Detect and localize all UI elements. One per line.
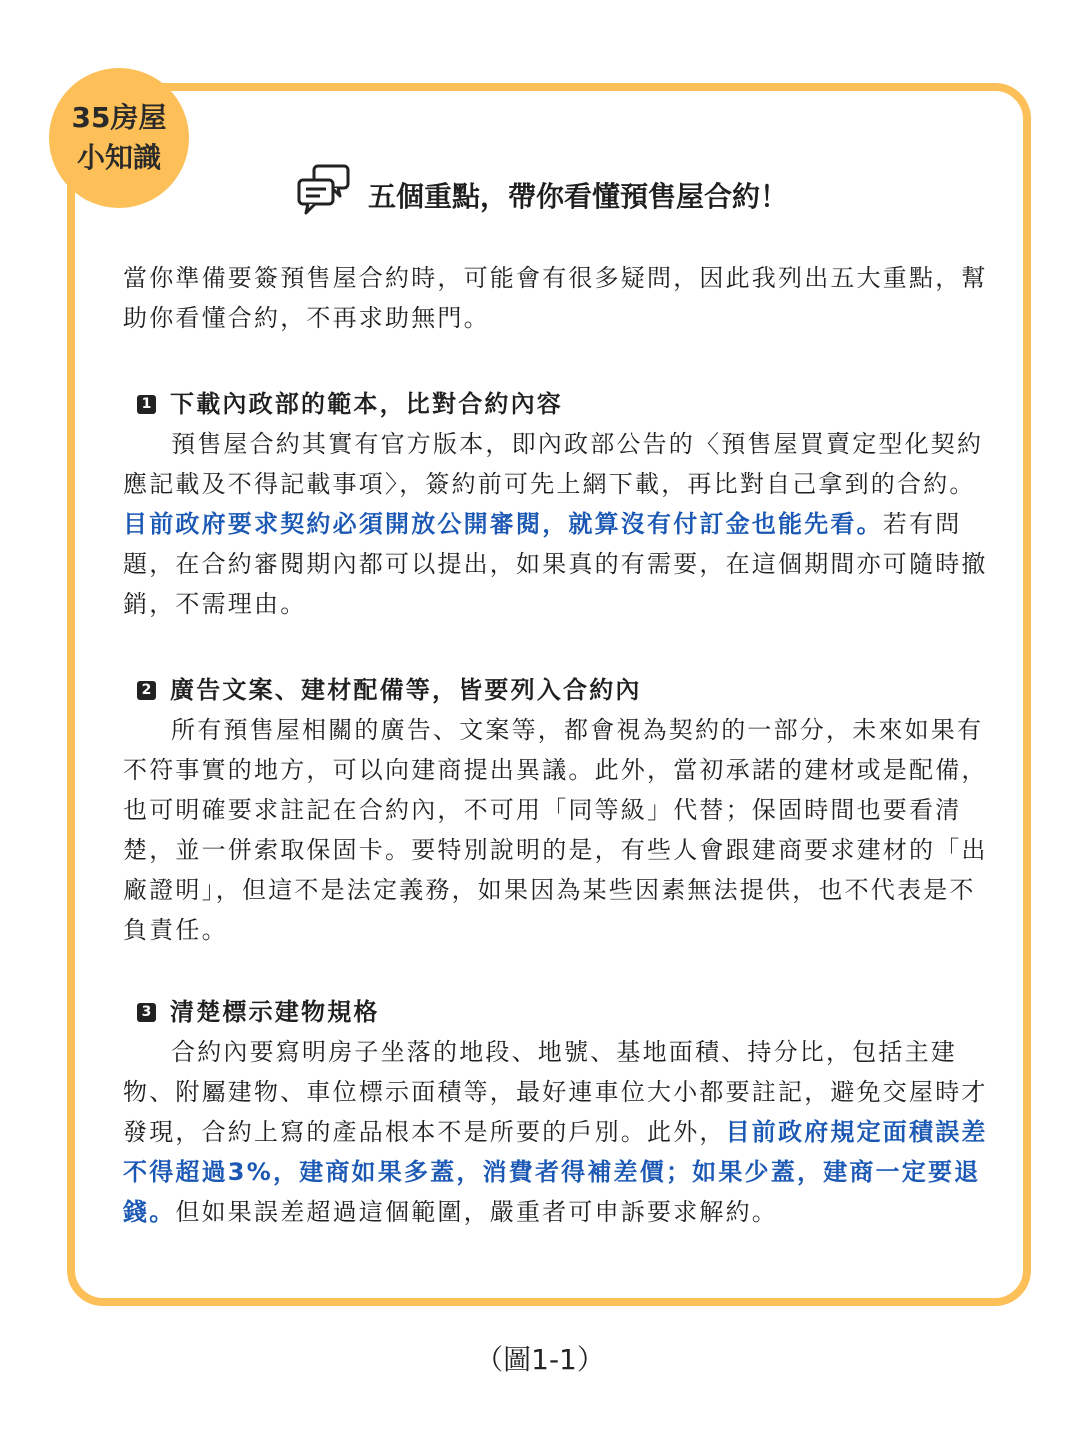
figure-caption: （圖1-1） [475,1343,605,1376]
badge-line-2: 小知識 [76,141,161,174]
section-3-text-before: 合約內要寫明房子坐落的地段、地號、基地面積、持分比，包括主建物、附屬建物、車位標示面積等，最好連車位大小都要註記，避免交屋時才發現，合約上寫的產品根本不是所要的戶別。此外， [123,1038,988,1146]
section-1-number: 1 [137,395,156,414]
chat-bubbles-icon [296,164,352,216]
section-3-text-after: 但如果誤差超過這個範圍，嚴重者可申訴要求解約。 [175,1198,779,1226]
section-2-text: 所有預售屋相關的廣告、文案等，都會視為契約的一部分，未來如果有不符事實的地方，可以向建商提出異議。此外，當初承諾的建材或是配備，也可明確要求註記在合約內，不可用「同等級」代替；保固時間也要看清楚，並一併索取保固卡。要特別說明的是，有些人會跟建商要求建材的「出廠證明」，但這不是法定義務，如果因為某些因素無法提供，也不代表是不負責任。 [123,716,988,944]
section-1-highlight: 目前政府要求契約必須開放公開審閱，就算沒有付訂金也能先看。 [123,510,883,538]
section-3-highlight: 目前政府規定面積誤差不得超過3%，建商如果多蓋，消費者得補差價；如果少蓋，建商一定要退錢。 [123,1118,988,1226]
section-1-text-before: 預售屋合約其實有官方版本，即內政部公告的〈預售屋買賣定型化契約應記載及不得記載事項〉，簽約前可先上網下載，再比對自己拿到的合約。 [123,430,984,498]
section-1-title: 下載內政部的範本，比對合約內容 [170,390,563,418]
section-2-heading [137,670,993,710]
page-title: 五個重點，帶你看懂預售屋合約！ [368,180,789,213]
section-3-text [123,1032,993,1232]
intro-paragraph: 當你準備要簽預售屋合約時，可能會有很多疑問，因此我列出五大重點，幫助你看懂合約，不再求助無門。 [123,264,988,332]
section-3-heading [137,992,993,1032]
badge-line-1: 35房屋 [71,101,167,134]
article-body [123,258,993,1232]
section-1-text [123,424,993,624]
section-3-title: 清楚標示建物規格 [170,998,380,1026]
section-2-title: 廣告文案、建材配備等，皆要列入合約內 [170,676,642,704]
title-row [296,164,788,216]
section-3 [123,992,993,1232]
section-1 [123,384,993,624]
section-3-number: 3 [137,1003,156,1022]
section-1-text-after: 若有問題，在合約審閱期內都可以提出，如果真的有需要，在這個期間亦可隨時撤銷，不需理由。 [123,510,988,618]
category-badge [49,68,189,208]
section-2-number: 2 [137,681,156,700]
section-1-heading [137,384,993,424]
section-2 [123,670,993,950]
